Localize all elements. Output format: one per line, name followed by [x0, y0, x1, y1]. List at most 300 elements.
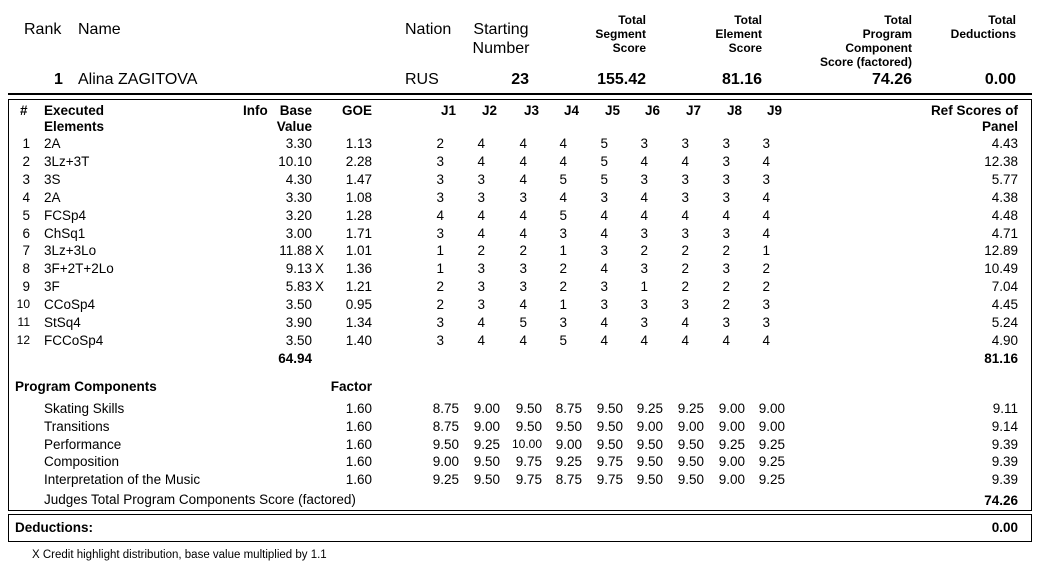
element-base-value: 5.83: [285, 279, 312, 295]
element-judge-score: 3: [477, 297, 485, 313]
element-judge-score: 3: [762, 297, 770, 313]
base-header-1: Base: [279, 103, 312, 118]
element-judge-score: 3: [640, 136, 648, 151]
element-judge-score: 4: [640, 189, 648, 205]
element-panel-score: 7.04: [991, 279, 1018, 295]
element-number: 10: [16, 297, 30, 312]
element-panel-score: 4.71: [991, 225, 1018, 241]
element-row: [0, 173, 1040, 191]
element-panel-score: 5.24: [991, 315, 1018, 330]
total-segment-label-1: Total: [618, 13, 646, 27]
element-judge-score: 2: [681, 279, 689, 295]
component-name: Skating Skills: [44, 401, 125, 416]
component-judge-score: 9.25: [758, 436, 785, 452]
element-judge-score: 3: [436, 225, 444, 241]
element-judge-score: 4: [762, 189, 770, 205]
element-judge-score: 4: [436, 207, 444, 223]
component-row: [0, 420, 1040, 438]
component-judge-score: 9.50: [515, 401, 542, 416]
element-row: [0, 137, 1040, 155]
element-judge-score: 4: [519, 207, 527, 223]
element-base-value: 3.50: [285, 297, 312, 313]
element-base-value: 11.88: [279, 243, 312, 259]
element-judge-score: 4: [519, 225, 527, 241]
element-name: ChSq1: [44, 225, 86, 241]
component-factor: 1.60: [345, 401, 372, 416]
element-judge-score: 2: [477, 243, 485, 259]
component-panel-score: 9.39: [991, 436, 1018, 452]
element-judge-score: 4: [477, 153, 485, 169]
element-judge-score: 3: [436, 171, 444, 187]
element-judge-score: 3: [722, 189, 730, 205]
total-deductions-label-1: Total: [988, 13, 1016, 27]
element-judge-score: 5: [600, 136, 608, 151]
element-judge-score: 3: [436, 315, 444, 330]
element-judge-score: 4: [559, 136, 567, 151]
component-judge-score: 8.75: [432, 401, 459, 416]
element-judge-score: 1: [436, 243, 444, 259]
component-judge-score: 9.00: [636, 418, 663, 434]
element-judge-score: 3: [600, 279, 608, 295]
element-judge-score: 3: [640, 261, 648, 277]
info-header: Info: [243, 103, 268, 118]
component-judge-score: 9.50: [432, 436, 459, 452]
element-judge-score: 4: [640, 332, 648, 348]
element-judge-score: 3: [477, 171, 485, 187]
element-goe: 1.01: [345, 243, 372, 259]
element-goe: 2.28: [345, 153, 372, 169]
element-judge-score: 3: [722, 153, 730, 169]
skater-rank: 1: [54, 71, 63, 88]
element-judge-score: 4: [681, 332, 689, 348]
num-header: #: [20, 103, 28, 118]
element-judge-score: 2: [436, 136, 444, 151]
element-judge-score: 3: [681, 297, 689, 313]
component-row: [0, 402, 1040, 420]
element-judge-score: 2: [762, 261, 770, 277]
element-judge-score: 2: [681, 261, 689, 277]
element-judge-score: 5: [559, 207, 567, 223]
element-judge-score: 5: [559, 171, 567, 187]
element-judge-score: 3: [436, 153, 444, 169]
element-judge-score: 3: [600, 243, 608, 259]
component-judge-score: 9.00: [473, 401, 500, 416]
element-panel-score: 12.89: [984, 243, 1018, 259]
element-base-value: 3.00: [285, 225, 312, 241]
component-row: [0, 438, 1040, 456]
header-divider: [8, 93, 1032, 95]
element-judge-score: 3: [436, 332, 444, 348]
element-number: 1: [22, 136, 30, 151]
skater-name: Alina ZAGITOVA: [78, 71, 198, 88]
element-judge-score: 1: [436, 261, 444, 277]
element-row: [0, 155, 1040, 173]
element-judge-score: 3: [762, 171, 770, 187]
element-judge-score: 5: [600, 171, 608, 187]
element-judge-score: 3: [681, 225, 689, 241]
component-judge-score: 9.50: [515, 418, 542, 434]
element-judge-score: 1: [559, 243, 567, 259]
element-panel-score: 4.45: [991, 297, 1018, 313]
element-row: [0, 209, 1040, 227]
element-judge-score: 4: [762, 207, 770, 223]
element-base-value: 3.90: [285, 315, 312, 330]
element-judge-score: 3: [519, 261, 527, 277]
element-panel-score: 4.43: [991, 136, 1018, 151]
component-judge-score: 9.50: [473, 472, 500, 488]
element-judge-score: 1: [640, 279, 648, 295]
element-row: [0, 191, 1040, 209]
element-name: 3S: [44, 171, 61, 187]
element-judge-score: 2: [640, 243, 648, 259]
component-judge-score: 9.00: [718, 454, 745, 470]
component-judge-score: 8.75: [555, 401, 582, 416]
component-judge-score: 9.00: [555, 436, 582, 452]
element-number: 8: [22, 261, 30, 277]
element-judge-score: 4: [477, 332, 485, 348]
total-pcs-label-4: Score (factored): [819, 55, 912, 69]
element-base-value: 3.30: [285, 189, 312, 205]
component-judge-score: 9.75: [515, 472, 542, 488]
element-panel-score: 5.77: [991, 171, 1018, 187]
element-judge-score: 4: [519, 297, 527, 313]
footnote: X Credit highlight distribution, base value multiplied by 1.1: [32, 549, 327, 561]
element-goe: 1.28: [345, 207, 372, 223]
component-judge-score: 9.75: [515, 454, 542, 470]
element-judge-score: 3: [640, 171, 648, 187]
elements-total-base: 64.94: [278, 351, 312, 366]
element-judge-score: 3: [681, 136, 689, 151]
component-factor: 1.60: [345, 418, 372, 434]
element-goe: 1.34: [345, 315, 372, 330]
component-judge-score: 9.25: [473, 436, 500, 452]
element-judge-score: 3: [519, 279, 527, 295]
component-row: [0, 473, 1040, 491]
element-goe: 1.21: [345, 279, 372, 295]
element-judge-score: 3: [762, 315, 770, 330]
component-name: Interpretation of the Music: [44, 472, 201, 488]
element-judge-score: 3: [640, 297, 648, 313]
element-number: 6: [22, 225, 30, 241]
element-number: 5: [22, 207, 30, 223]
element-judge-score: 2: [436, 297, 444, 313]
element-judge-score: 3: [559, 315, 567, 330]
elements-total-score: 81.16: [984, 351, 1018, 366]
component-judge-score: 9.50: [677, 472, 704, 488]
element-judge-score: 3: [722, 171, 730, 187]
judge-header-8: J8: [726, 103, 742, 118]
element-number: 11: [17, 315, 30, 329]
element-judge-score: 4: [681, 207, 689, 223]
rank-label: Rank: [24, 21, 62, 38]
element-judge-score: 2: [519, 243, 527, 259]
element-judge-score: 4: [600, 225, 608, 241]
element-judge-score: 4: [519, 153, 527, 169]
element-judge-score: 3: [477, 279, 485, 295]
component-judge-score: 9.00: [718, 418, 745, 434]
element-judge-score: 4: [681, 153, 689, 169]
factor-header: Factor: [330, 379, 372, 394]
element-judge-score: 4: [477, 225, 485, 241]
component-judge-score: 9.50: [636, 472, 663, 488]
element-judge-score: 4: [762, 225, 770, 241]
component-judge-score: 9.00: [758, 401, 785, 416]
component-judge-score: 9.50: [596, 401, 623, 416]
element-base-value: 3.30: [285, 136, 312, 151]
element-goe: 1.40: [345, 332, 372, 348]
component-judge-score: 9.00: [677, 418, 704, 434]
component-judge-score: 9.75: [596, 454, 623, 470]
element-judge-score: 5: [519, 315, 527, 330]
judge-header-3: J3: [523, 103, 539, 118]
element-judge-score: 3: [600, 297, 608, 313]
component-judge-score: 9.00: [718, 472, 745, 488]
element-name: 3Lz+3Lo: [44, 243, 97, 259]
component-judge-score: 9.25: [555, 454, 582, 470]
element-judge-score: 4: [559, 189, 567, 205]
component-judge-score: 9.50: [555, 418, 582, 434]
element-judge-score: 3: [436, 189, 444, 205]
judge-header-5: J5: [604, 103, 620, 118]
element-judge-score: 5: [600, 153, 608, 169]
element-name: FCCoSp4: [44, 332, 104, 348]
element-judge-score: 4: [762, 332, 770, 348]
judge-header-6: J6: [644, 103, 660, 118]
total-deductions-label-2: Deductions: [950, 27, 1016, 41]
component-panel-score: 9.11: [992, 401, 1018, 416]
element-number: 9: [22, 279, 30, 295]
component-judge-score: 9.25: [432, 472, 459, 488]
element-judge-score: 3: [600, 189, 608, 205]
element-panel-score: 12.38: [984, 153, 1018, 169]
component-factor: 1.60: [345, 454, 372, 470]
element-base-value: 10.10: [278, 153, 312, 169]
element-base-value: 3.20: [285, 207, 312, 223]
element-name: 3Lz+3T: [44, 153, 90, 169]
total-pcs-label-3: Component: [845, 41, 912, 55]
element-goe: 1.36: [345, 261, 372, 277]
element-judge-score: 2: [762, 279, 770, 295]
starting-number-label-2: Number: [472, 40, 530, 57]
element-judge-score: 3: [477, 189, 485, 205]
element-judge-score: 4: [477, 136, 485, 151]
component-panel-score: 9.39: [991, 472, 1018, 488]
component-name: Composition: [44, 454, 120, 470]
element-judge-score: 4: [519, 332, 527, 348]
total-pcs-label-2: Program: [862, 27, 912, 41]
element-panel-score: 4.48: [991, 207, 1018, 223]
executed-header-1: Executed: [44, 103, 105, 118]
component-judge-score: 9.00: [432, 454, 459, 470]
ref-header-1: Ref Scores of: [930, 103, 1018, 118]
judge-header-2: J2: [481, 103, 497, 118]
element-judge-score: 4: [722, 332, 730, 348]
element-name: 3F: [44, 279, 60, 295]
component-panel-score: 9.14: [991, 418, 1018, 434]
skater-nation: RUS: [405, 71, 439, 88]
element-judge-score: 4: [600, 332, 608, 348]
total-pcs-score: 74.26: [871, 71, 912, 88]
element-judge-score: 4: [519, 136, 527, 151]
total-element-label-3: Score: [728, 41, 762, 55]
component-factor: 1.60: [345, 472, 372, 488]
starting-number-label-1: Starting: [473, 21, 529, 38]
element-judge-score: 4: [640, 207, 648, 223]
total-element-score: 81.16: [721, 71, 762, 88]
element-panel-score: 4.38: [991, 189, 1018, 205]
component-judge-score: 9.50: [596, 436, 623, 452]
element-number: 7: [22, 243, 30, 259]
total-deductions: 0.00: [984, 71, 1016, 88]
element-number: 2: [22, 153, 30, 169]
element-judge-score: 3: [722, 315, 730, 330]
component-panel-score: 9.39: [991, 454, 1018, 470]
element-base-value: 4.30: [285, 171, 312, 187]
component-judge-score: 9.50: [596, 418, 623, 434]
component-name: Transitions: [44, 418, 110, 434]
element-judge-score: 3: [559, 225, 567, 241]
component-judge-score: 8.75: [555, 472, 582, 488]
deductions-label: Deductions:: [15, 520, 94, 535]
element-judge-score: 2: [722, 243, 730, 259]
component-judge-score: 9.75: [596, 472, 623, 488]
element-name: 2A: [44, 189, 61, 205]
element-judge-score: 1: [559, 297, 567, 313]
components-total: 74.26: [984, 493, 1018, 508]
element-judge-score: 1: [762, 243, 770, 259]
total-segment-label-2: Segment: [595, 27, 646, 41]
element-judge-score: 2: [722, 279, 730, 295]
element-judge-score: 2: [559, 279, 567, 295]
nation-label: Nation: [405, 21, 452, 38]
element-judge-score: 3: [722, 225, 730, 241]
element-judge-score: 2: [559, 261, 567, 277]
element-info: X: [315, 261, 325, 277]
element-base-value: 3.50: [285, 332, 312, 348]
components-title: Program Components: [15, 379, 157, 394]
element-judge-score: 4: [600, 207, 608, 223]
element-judge-score: 4: [681, 315, 689, 330]
element-judge-score: 3: [640, 225, 648, 241]
element-goe: 1.71: [345, 225, 372, 241]
element-row: [0, 298, 1040, 316]
element-row: [0, 227, 1040, 245]
total-segment-score: 155.42: [597, 71, 646, 88]
element-judge-score: 2: [681, 243, 689, 259]
skater-starting-number: 23: [511, 71, 529, 88]
element-judge-score: 3: [722, 261, 730, 277]
element-judge-score: 5: [559, 332, 567, 348]
element-judge-score: 3: [681, 171, 689, 187]
goe-header: GOE: [341, 103, 372, 118]
total-element-label-1: Total: [734, 13, 762, 27]
component-judge-score: 9.50: [677, 436, 704, 452]
element-row: [0, 280, 1040, 298]
element-name: CCoSp4: [44, 297, 96, 313]
component-judge-score: 9.50: [677, 454, 704, 470]
element-goe: 1.47: [345, 171, 372, 187]
element-judge-score: 2: [436, 279, 444, 295]
component-factor: 1.60: [345, 436, 372, 452]
total-element-label-2: Element: [715, 27, 762, 41]
total-segment-label-3: Score: [612, 41, 646, 55]
component-judge-score: 9.25: [636, 401, 663, 416]
ref-header-2: Panel: [981, 119, 1018, 134]
element-judge-score: 2: [722, 297, 730, 313]
element-goe: 0.95: [345, 297, 372, 313]
element-judge-score: 3: [762, 136, 770, 151]
component-judge-score: 9.50: [636, 454, 663, 470]
element-judge-score: 4: [762, 153, 770, 169]
deductions-value: 0.00: [991, 520, 1018, 535]
element-number: 12: [16, 332, 30, 347]
element-number: 3: [22, 171, 30, 187]
element-info: X: [315, 279, 325, 295]
component-row: [0, 455, 1040, 473]
judge-header-4: J4: [563, 103, 579, 118]
component-judge-score: 9.25: [718, 436, 745, 452]
judge-header-1: J1: [440, 103, 456, 118]
component-judge-score: 9.50: [636, 436, 663, 452]
element-judge-score: 4: [640, 153, 648, 169]
element-judge-score: 4: [519, 171, 527, 187]
element-judge-score: 4: [600, 315, 608, 330]
name-label: Name: [78, 21, 121, 38]
element-name: FCSp4: [44, 207, 87, 223]
element-judge-score: 3: [681, 189, 689, 205]
element-judge-score: 4: [477, 207, 485, 223]
component-judge-score: 10.00: [511, 436, 542, 451]
judge-header-9: J9: [766, 103, 782, 118]
element-judge-score: 4: [722, 207, 730, 223]
element-judge-score: 4: [559, 153, 567, 169]
element-name: StSq4: [44, 315, 81, 330]
component-judge-score: 9.25: [758, 454, 785, 470]
element-panel-score: 4.90: [991, 332, 1018, 348]
element-row: [0, 316, 1040, 334]
element-name: 2A: [44, 136, 61, 151]
element-row: [0, 262, 1040, 280]
total-pcs-label-1: Total: [884, 13, 912, 27]
element-name: 3F+2T+2Lo: [44, 261, 114, 277]
component-judge-score: 9.25: [677, 401, 704, 416]
element-judge-score: 3: [722, 136, 730, 151]
element-row: [0, 244, 1040, 262]
element-panel-score: 10.49: [984, 261, 1018, 277]
element-goe: 1.13: [345, 136, 372, 151]
judge-header-7: J7: [685, 103, 701, 118]
component-judge-score: 9.25: [758, 472, 785, 488]
component-judge-score: 9.50: [473, 454, 500, 470]
base-header-2: Value: [276, 119, 312, 134]
component-judge-score: 9.00: [473, 418, 500, 434]
element-goe: 1.08: [345, 189, 372, 205]
element-number: 4: [22, 189, 30, 205]
element-judge-score: 3: [477, 261, 485, 277]
executed-header-2: Elements: [44, 119, 105, 134]
element-base-value: 9.13: [285, 261, 312, 277]
component-judge-score: 9.00: [758, 418, 785, 434]
component-judge-score: 8.75: [432, 418, 459, 434]
element-judge-score: 4: [600, 261, 608, 277]
component-name: Performance: [44, 436, 122, 452]
component-judge-score: 9.00: [718, 401, 745, 416]
element-judge-score: 4: [477, 315, 485, 330]
deductions-box: [8, 514, 1032, 542]
element-judge-score: 3: [519, 189, 527, 205]
element-info: X: [315, 243, 325, 259]
components-total-label: Judges Total Program Components Score (factored): [44, 492, 356, 507]
